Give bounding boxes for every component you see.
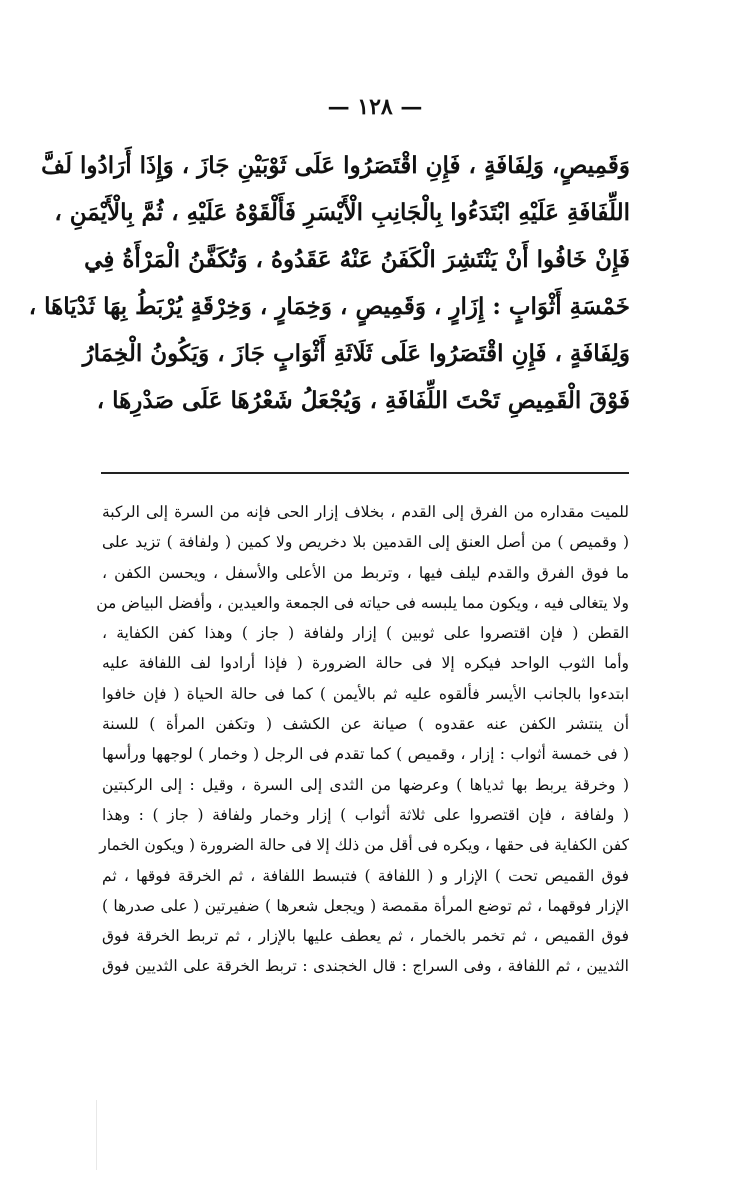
main-text-line: فَإِنْ خَافُوا أَنْ يَنْتَشِرَ الْكَفَنُ عَنْهُ عَقَدُوهُ ، وَتُكَفَّنُ الْمَرْأَةُ فِي <box>84 246 630 273</box>
footnote-line: القطن ( فإن اقتصروا على ثوبين ) إزار ولفافة ( جاز ) وهذا كفن الكفاية ، <box>102 624 629 643</box>
footnote-line: فوق القميص تحت ) الإزار و ( اللفافة ) فتبسط اللفافة ، ثم الخرقة فوقها ، ثم <box>102 866 629 885</box>
footnote-line: للميت مقداره من الفرق إلى القدم ، بخلاف إزار الحى فإنه من السرة إلى الركبة <box>102 503 629 521</box>
main-text-line: وَلِفَافَةٍ ، فَإِنِ اقْتَصَرُوا عَلَى ثَلَاثَةِ أَثْوَابٍ جَازَ ، وَيَكُونُ الْخِمَارُ <box>82 340 630 367</box>
footnote-line: ( فى خمسة أثواب : إزار ، وقميص ) كما تقدم فى الرجل ( وخمار ) لوجهها ورأسها <box>102 745 629 764</box>
footnote-divider <box>101 472 629 474</box>
main-text-line: فَوْقَ الْقَمِيصِ تَحْتَ اللِّفَافَةِ ، وَيُجْعَلُ شَعْرُهَا عَلَى صَدْرِهَا ، <box>96 387 630 414</box>
footnote-line: ولا يتغالى فيه ، ويكون مما يلبسه فى حياته فى الجمعة والعيدين ، وأفضل البياض من <box>96 593 629 612</box>
main-text-line: اللِّفَافَةِ عَلَيْهِ ابْتَدَءُوا بِالْجَانِبِ الْأَيْسَرِ فَأَلْقَوْهُ عَلَيْهِ ، ثُمَّ بِالْأَيْمَنِ ، <box>54 199 630 226</box>
page-number: — ١٢٨ — <box>327 94 423 120</box>
footnote-line: كفن الكفاية فى حقها ، ويكره فى أقل من ذلك إلا فى حالة الضرورة ( ويكون الخمار <box>99 836 629 855</box>
main-text-block <box>28 142 630 424</box>
main-text-line: خَمْسَةِ أَثْوَابٍ : إِزَارٍ ، وَقَمِيصٍ ، وَخِمَارٍ ، وَخِرْقَةٍ يُرْبَطُ بِهَا ثَدْيَاهَا ، <box>28 293 630 320</box>
footnote-line: فوق القميص ، ثم تخمر بالخمار ، ثم يعطف عليها بالإزار ، ثم تربط الخرقة فوق <box>102 927 629 946</box>
footnote-line: الثديين ، ثم اللفافة ، وفى السراج : قال الخجندى : تربط الخرقة على الثديين فوق <box>102 957 629 976</box>
footnote-line: وأما الثوب الواحد فيكره إلا فى حالة الضرورة ( فإذا أرادوا لف اللفافة عليه <box>102 654 629 673</box>
footnote-line: ( وقميص ) من أصل العنق إلى القدمين بلا دخريص ولا كمين ( ولفافة ) تزيد على <box>102 533 629 552</box>
footnote-line: ( ولفافة ، فإن اقتصروا على ثلاثة أثواب ) إزار وخمار ولفافة ( جاز ) : وهذا <box>102 805 629 824</box>
footnote-line: ابتدءوا بالجانب الأيسر فألقوه عليه ثم بالأيمن ) كما فى حالة الحياة ( فإن خافوا <box>102 684 629 703</box>
main-text-line: وَقَمِيصٍ، وَلِفَافَةٍ ، فَإِنِ اقْتَصَرُوا عَلَى ثَوْبَيْنِ جَازَ ، وَإِذَا أَرَادُوا لَفَّ <box>41 152 630 179</box>
paper-edge-mark <box>96 1100 97 1170</box>
footnote-line: ( وخرقة يربط بها ثدياها ) وعرضها من الثدى إلى السرة ، وقيل : إلى الركبتين <box>102 775 629 794</box>
footnote-line: الإزار فوقهما ، ثم توضع المرأة مقمصة ( ويجعل شعرها ) ضفيرتين ( على صدرها ) <box>102 896 629 915</box>
footnote-line: ما فوق الفرق والقدم ليلف فيها ، وتربط من الأعلى والأسفل ، ويحسن الكفن ، <box>102 563 629 582</box>
footnote-commentary-block <box>96 497 629 982</box>
footnote-line: أن ينتشر الكفن عنه عقدوه ) صيانة عن الكشف ( وتكفن المرأة ) للسنة <box>102 715 629 734</box>
